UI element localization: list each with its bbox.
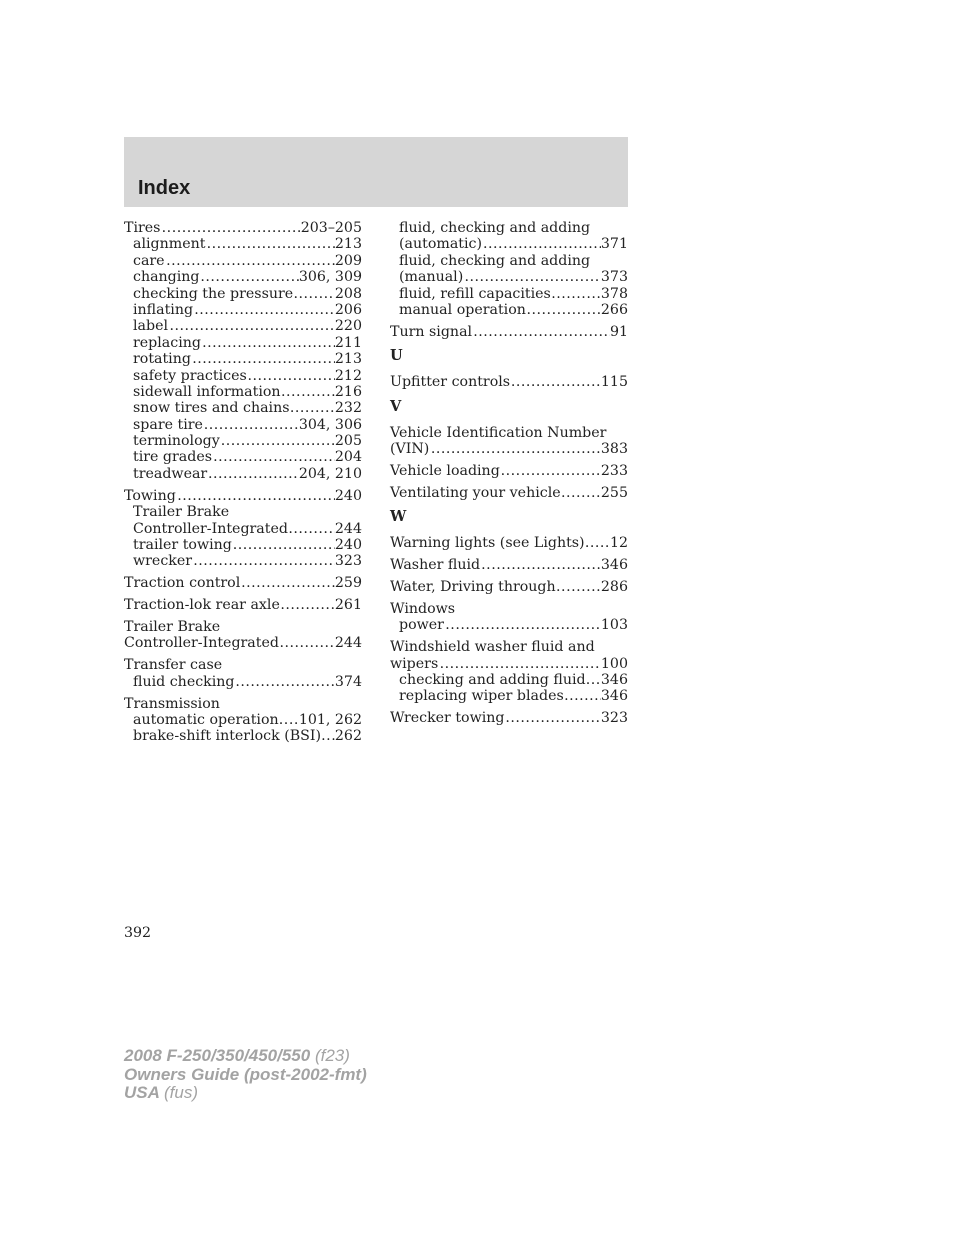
entry-text: trailer towing [133, 536, 232, 553]
entry-text: fluid, checking and adding [399, 252, 591, 269]
entry-text: Vehicle Identification Number [390, 424, 607, 441]
index-subentry [390, 286, 628, 302]
entry-page: 12 [609, 535, 628, 552]
dot-leader [321, 728, 335, 744]
index-entry [124, 619, 362, 635]
footer-line-guide [124, 1066, 367, 1085]
entry-page: 262 [334, 728, 362, 745]
entry-page: 220 [334, 318, 362, 335]
entry-text: fluid, refill capacities [399, 285, 551, 302]
entry-text: Wrecker towing [390, 710, 505, 727]
index-entry [390, 425, 628, 441]
entry-page: 261 [334, 597, 362, 614]
entry-text: Vehicle loading [390, 462, 500, 479]
index-group [390, 710, 628, 726]
entry-text: Turn signal [390, 323, 473, 340]
dot-leader [445, 617, 601, 633]
dot-leader [505, 710, 601, 726]
entry-page: 216 [334, 383, 362, 400]
index-group [390, 601, 628, 634]
entry-text: checking and adding fluid [399, 671, 586, 688]
index-subentry [124, 368, 362, 384]
dot-leader [248, 368, 335, 384]
index-subentry [390, 617, 628, 633]
index-entry [390, 601, 628, 617]
entry-page: 206 [334, 301, 362, 318]
entry-page: 374 [334, 673, 362, 690]
entry-page: 373 [600, 269, 628, 286]
dot-leader [464, 269, 600, 285]
dot-leader [294, 286, 335, 302]
entry-page: 244 [334, 635, 362, 652]
entry-page: 233 [600, 462, 628, 479]
entry-text: terminology [133, 433, 220, 450]
dot-leader [192, 351, 335, 367]
entry-page: 378 [600, 285, 628, 302]
index-group [124, 220, 362, 482]
index-entry [124, 488, 362, 504]
entry-page: 101, 262 [298, 711, 362, 728]
index-subentry [124, 674, 362, 690]
entry-text: Trailer Brake [124, 618, 221, 635]
page-title: Index [138, 177, 191, 199]
entry-text: wipers [390, 655, 439, 672]
index-group [124, 657, 362, 690]
entry-page: 204 [334, 449, 362, 466]
page-number: 392 [124, 925, 152, 941]
entry-text: Towing [124, 487, 176, 504]
entry-text: rotating [133, 351, 191, 368]
dot-leader [162, 220, 301, 236]
index-subentry [124, 433, 362, 449]
index-group [124, 696, 362, 745]
index-subentry [390, 302, 628, 318]
index-column-right [390, 220, 628, 732]
document-footer [124, 1047, 367, 1103]
dot-leader [511, 374, 601, 390]
entry-text: Transmission [124, 695, 220, 712]
dot-leader [200, 269, 298, 285]
dot-leader [288, 521, 335, 537]
entry-text: snow tires and chains [133, 400, 290, 417]
entry-text: brake-shift interlock (BSI) [133, 728, 322, 745]
index-entry [390, 463, 628, 479]
index-entry [390, 374, 628, 390]
entry-page: 240 [334, 536, 362, 553]
entry-text: (VIN) [390, 441, 430, 458]
entry-text: checking the pressure [133, 285, 294, 302]
header-band [124, 137, 628, 207]
entry-text: Traction control [124, 575, 241, 592]
index-entry [124, 635, 362, 651]
index-group [390, 220, 628, 318]
dot-leader [169, 318, 334, 334]
index-subentry [124, 318, 362, 334]
index-entry [124, 597, 362, 613]
entry-page: 371 [600, 236, 628, 253]
index-subentry [390, 672, 628, 688]
entry-text: power [399, 617, 444, 634]
index-subentry [124, 384, 362, 400]
entry-page: 266 [600, 301, 628, 318]
dot-leader [585, 535, 610, 551]
index-group [124, 488, 362, 570]
entry-page: 346 [600, 671, 628, 688]
entry-text: Washer fluid [390, 557, 481, 574]
entry-text: Controller-Integrated [133, 520, 288, 537]
footer-model: 2008 F-250/350/450/550 [124, 1046, 311, 1065]
index-entry [124, 575, 362, 591]
entry-text: automatic operation [133, 711, 279, 728]
footer-region-code: (fus) [164, 1083, 198, 1102]
index-entry [390, 656, 628, 672]
index-entry [390, 324, 628, 340]
entry-text: sidewall information [133, 383, 281, 400]
entry-page: 213 [334, 351, 362, 368]
index-group [124, 575, 362, 591]
entry-page: 286 [600, 578, 628, 595]
entry-page: 346 [600, 688, 628, 705]
dot-leader [235, 674, 335, 690]
entry-page: 259 [334, 575, 362, 592]
index-subentry [124, 728, 362, 744]
entry-page: 306, 309 [298, 269, 362, 286]
index-group [390, 425, 628, 458]
dot-leader [213, 449, 335, 465]
entry-text: fluid, checking and adding [399, 220, 591, 236]
index-subentry [124, 302, 362, 318]
index-group [390, 374, 628, 390]
index-subentry [390, 269, 628, 285]
dot-leader [431, 441, 601, 457]
entry-text: changing [133, 269, 200, 286]
entry-text: tire grades [133, 449, 213, 466]
dot-leader [586, 672, 601, 688]
index-group [124, 619, 362, 652]
index-subentry [124, 712, 362, 728]
dot-leader [473, 324, 610, 340]
index-subentry [390, 253, 628, 269]
entry-text: inflating [133, 301, 194, 318]
entry-page: 213 [334, 236, 362, 253]
entry-page: 115 [600, 374, 628, 391]
entry-text: replacing [133, 334, 201, 351]
entry-page: 346 [600, 557, 628, 574]
dot-leader [501, 463, 601, 479]
entry-page: 203–205 [300, 220, 362, 236]
dot-leader [204, 417, 299, 433]
index-entry [390, 557, 628, 573]
section-letter: U [390, 347, 403, 365]
footer-model-code: (f23) [314, 1046, 350, 1065]
index-subentry [124, 400, 362, 416]
index-subentry [124, 236, 362, 252]
footer-guide: Owners Guide (post-2002-fmt) [124, 1064, 367, 1084]
entry-page: 209 [334, 252, 362, 269]
dot-leader [483, 236, 601, 252]
index-subentry [124, 335, 362, 351]
entry-text: Ventilating your vehicle [390, 484, 561, 501]
dot-leader [556, 579, 601, 595]
index-subentry [124, 286, 362, 302]
entry-page: 212 [334, 367, 362, 384]
index-group [124, 597, 362, 613]
dot-leader [527, 302, 601, 318]
entry-text: (manual) [399, 269, 464, 286]
index-entry [124, 657, 362, 673]
dot-leader [193, 553, 335, 569]
index-subentry [124, 537, 362, 553]
index-group [390, 557, 628, 573]
index-entry [390, 639, 628, 655]
entry-page: 211 [334, 334, 362, 351]
index-group [390, 463, 628, 479]
entry-text: Traction-lok rear axle [124, 597, 280, 614]
index-subentry [390, 236, 628, 252]
section-letter: W [390, 508, 407, 526]
footer-line-region [124, 1084, 367, 1103]
entry-text: Trailer Brake [133, 504, 230, 521]
dot-leader [440, 656, 601, 672]
entry-text: replacing wiper blades [399, 688, 564, 705]
entry-text: alignment [133, 236, 206, 253]
entry-page: 304, 306 [298, 416, 362, 433]
dot-leader [202, 335, 335, 351]
entry-page: 255 [600, 484, 628, 501]
footer-region: USA [124, 1083, 160, 1102]
index-entry [390, 535, 628, 551]
dot-leader [166, 253, 335, 269]
entry-page: 204, 210 [298, 465, 362, 482]
index-group [390, 324, 628, 340]
dot-leader [564, 688, 601, 704]
index-group [390, 485, 628, 501]
entry-text: safety practices [133, 367, 247, 384]
index-subentry [124, 253, 362, 269]
dot-leader [481, 557, 601, 573]
entry-page: 103 [600, 617, 628, 634]
dot-leader [551, 286, 601, 302]
index-group [390, 579, 628, 595]
index-group [390, 639, 628, 705]
entry-page: 232 [334, 400, 362, 417]
entry-page: 244 [334, 520, 362, 537]
index-entry [124, 696, 362, 712]
dot-leader [561, 485, 601, 501]
entry-page: 208 [334, 285, 362, 302]
index-group [390, 535, 628, 551]
index-entry [390, 579, 628, 595]
index-subentry [124, 449, 362, 465]
index-entry [390, 441, 628, 457]
entry-page: 323 [334, 553, 362, 570]
index-subentry [124, 504, 362, 520]
dot-leader [241, 575, 335, 591]
entry-text: (automatic) [399, 236, 483, 253]
entry-page: 323 [600, 710, 628, 727]
dot-leader [208, 466, 299, 482]
index-subentry [124, 269, 362, 285]
entry-page: 240 [334, 487, 362, 504]
entry-text: Water, Driving through [390, 578, 556, 595]
entry-text: Tires [124, 220, 161, 236]
index-subentry [390, 220, 628, 236]
dot-leader [177, 488, 335, 504]
entry-page: 91 [609, 323, 628, 340]
dot-leader [279, 635, 334, 651]
section-letter: V [390, 397, 402, 415]
footer-line-model [124, 1047, 367, 1066]
entry-text: Windows [390, 600, 456, 617]
entry-text: Windshield washer fluid and [390, 639, 595, 656]
dot-leader [194, 302, 335, 318]
dot-leader [280, 597, 335, 613]
index-subentry [124, 553, 362, 569]
entry-text: Warning lights (see Lights) [390, 535, 585, 552]
entry-text: fluid checking [133, 673, 235, 690]
entry-text: manual operation [399, 301, 526, 318]
entry-text: label [133, 318, 169, 335]
index-entry [390, 485, 628, 501]
entry-text: Controller-Integrated [124, 635, 279, 652]
dot-leader [221, 433, 335, 449]
entry-text: spare tire [133, 416, 203, 433]
index-subentry [124, 521, 362, 537]
entry-text: Transfer case [124, 657, 223, 674]
index-subentry [124, 351, 362, 367]
dot-leader [279, 712, 299, 728]
index-subentry [390, 688, 628, 704]
entry-page: 383 [600, 441, 628, 458]
entry-text: care [133, 252, 165, 269]
dot-leader [281, 384, 335, 400]
index-column-left [124, 220, 362, 750]
entry-page: 205 [334, 433, 362, 450]
index-entry [390, 710, 628, 726]
entry-text: Upfitter controls [390, 374, 511, 391]
index-subentry [124, 466, 362, 482]
dot-leader [290, 400, 335, 416]
entry-text: wrecker [133, 553, 193, 570]
entry-page: 100 [600, 655, 628, 672]
index-subentry [124, 417, 362, 433]
dot-leader [207, 236, 335, 252]
index-entry [124, 220, 362, 236]
dot-leader [233, 537, 335, 553]
entry-text: treadwear [133, 465, 208, 482]
